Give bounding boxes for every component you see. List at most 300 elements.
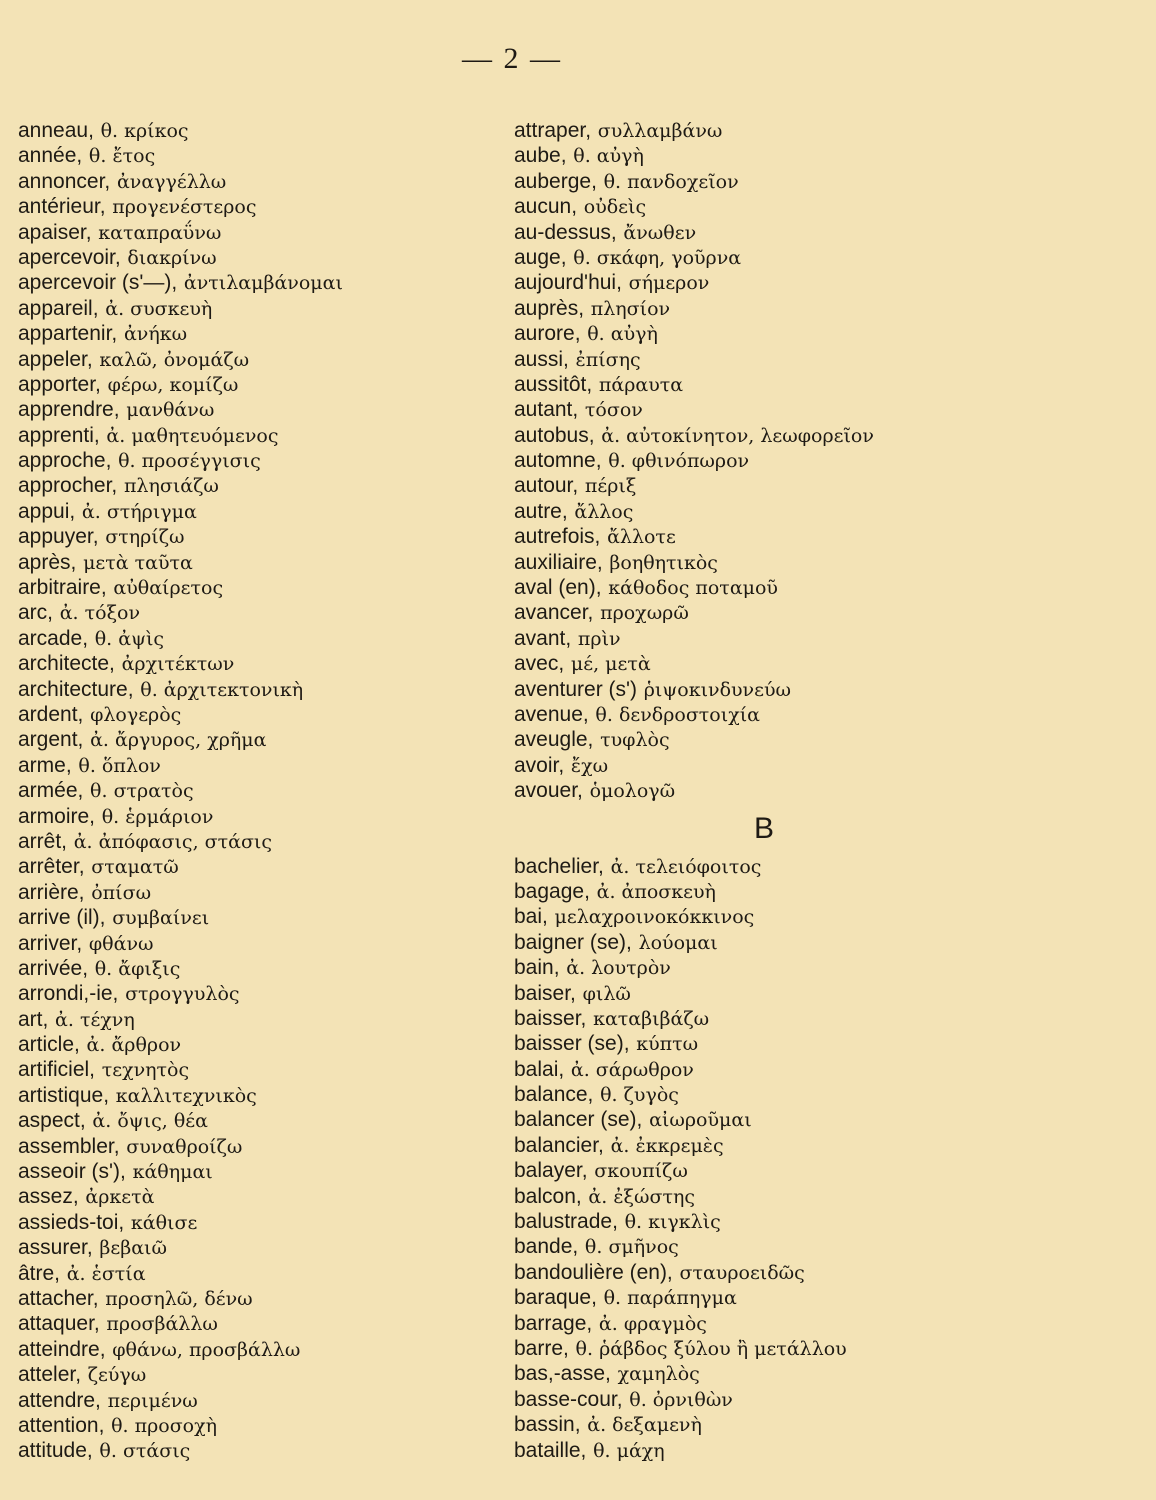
entry-gloss: συμβαίνει [112, 907, 210, 930]
entry-gloss: τυφλὸς [600, 729, 670, 752]
entry-gloss: ἀ. φραγμὸς [598, 1312, 707, 1335]
entry-headword: auxiliaire, [514, 550, 603, 574]
dictionary-entry [18, 1159, 538, 1184]
entry-gloss: φέρω, κομίζω [107, 373, 239, 396]
dictionary-entry [514, 550, 1074, 575]
dictionary-entry [514, 955, 1074, 980]
entry-headword: aube, [514, 144, 567, 168]
entry-gloss: ἀ. ὄψις, θέα [92, 1110, 208, 1133]
entry-gloss: αἰωροῦμαι [649, 1109, 752, 1132]
dictionary-entry [514, 1387, 1074, 1412]
dictionary-entry [514, 1107, 1074, 1132]
dictionary-entry [18, 397, 538, 422]
dictionary-entry [514, 423, 1074, 448]
entry-gloss: θ. αὐγὴ [587, 323, 658, 346]
entry-headword: architecte, [18, 652, 115, 676]
entry-headword: arrière, [18, 880, 85, 904]
right-column [514, 118, 1074, 1463]
dictionary-entry [18, 829, 538, 854]
dictionary-entry [18, 372, 538, 397]
entry-headword: avancer, [514, 601, 594, 625]
entry-headword: approche, [18, 449, 112, 473]
entry-headword: approcher, [18, 474, 118, 498]
entry-gloss: θ. μάχη [593, 1439, 665, 1462]
dictionary-entry [514, 448, 1074, 473]
entry-gloss: κύπτω [636, 1033, 699, 1056]
entry-headword: bataille, [514, 1438, 587, 1462]
entry-headword: auge, [514, 245, 567, 269]
entry-gloss: συναθροίζω [126, 1135, 243, 1158]
dictionary-entry [18, 1286, 538, 1311]
entry-gloss: ζεύγω [87, 1364, 147, 1387]
entry-headword: aujourd'hui, [514, 271, 622, 295]
dictionary-entry [514, 904, 1074, 929]
entry-gloss: προγενέστερος [112, 196, 257, 219]
dictionary-entry [18, 169, 538, 194]
dictionary-entry [18, 524, 538, 549]
entry-gloss: πάραυτα [598, 373, 684, 396]
entry-headword: annoncer, [18, 169, 111, 193]
dictionary-entry [514, 702, 1074, 727]
entry-headword: appuyer, [18, 525, 99, 549]
entry-gloss: ἀ. λουτρὸν [566, 957, 671, 980]
entry-headword: ardent, [18, 702, 84, 726]
dictionary-entry [18, 956, 538, 981]
entry-gloss: ἀναγγέλλω [116, 170, 227, 193]
dictionary-entry [514, 1158, 1074, 1183]
entry-gloss: ἀ. συσκευὴ [105, 297, 213, 320]
entry-headword: attendre, [18, 1388, 101, 1412]
entry-gloss: σήμερον [628, 272, 710, 295]
entry-gloss: ἄνωθεν [623, 221, 697, 244]
entry-headword: arrêter, [18, 855, 85, 879]
entry-headword: auprès, [514, 296, 585, 320]
entry-gloss: ἀρχιτέκτων [121, 653, 235, 676]
entry-headword: aurore, [514, 322, 581, 346]
dictionary-entry [18, 651, 538, 676]
dictionary-entry [18, 270, 538, 295]
entry-headword: bai, [514, 905, 548, 929]
dictionary-entry [18, 1413, 538, 1438]
entry-gloss: διακρίνω [127, 246, 217, 269]
entry-gloss: ἄλλος [574, 500, 634, 523]
dictionary-entry [18, 1235, 538, 1260]
dictionary-entry [18, 1388, 538, 1413]
entry-gloss: ἀ. αὐτοκίνητον, λεωφορεῖον [601, 424, 874, 447]
entry-headword: armoire, [18, 804, 96, 828]
dictionary-entry [18, 1337, 538, 1362]
entry-headword: aucun, [514, 195, 578, 219]
entry-gloss: ἐπίσης [575, 348, 641, 371]
dictionary-entry [18, 854, 538, 879]
dictionary-entry [514, 651, 1074, 676]
dictionary-entry [514, 1133, 1074, 1158]
entry-headword: aveugle, [514, 728, 594, 752]
dictionary-entry [18, 1007, 538, 1032]
entry-gloss: αὐθαίρετος [113, 577, 224, 600]
entry-gloss: κάθημαι [132, 1161, 213, 1184]
dictionary-entry [18, 1083, 538, 1108]
entry-gloss: καταπραΰνω [98, 221, 222, 244]
dictionary-entry [514, 499, 1074, 524]
dictionary-entry [514, 347, 1074, 372]
entry-headword: arbitraire, [18, 576, 107, 600]
entry-headword: anneau, [18, 119, 94, 142]
entry-gloss: ἀ. τελειόφοιτος [610, 855, 762, 878]
dictionary-entry [514, 575, 1074, 600]
dictionary-entry [18, 600, 538, 625]
entry-gloss: θ. κρίκος [100, 120, 189, 142]
right-column-a-entries [514, 118, 1074, 804]
entry-headword: autant, [514, 398, 579, 422]
dictionary-entry [18, 981, 538, 1006]
entry-headword: bain, [514, 956, 560, 980]
entry-headword: apprendre, [18, 398, 120, 422]
entry-gloss: ἀ. ἀποσκευὴ [596, 880, 716, 903]
entry-gloss: ἀντιλαμβάνομαι [183, 272, 343, 295]
dictionary-entry [18, 1210, 538, 1235]
dictionary-entry [18, 347, 538, 372]
entry-headword: apprenti, [18, 423, 100, 447]
entry-headword: baraque, [514, 1286, 597, 1310]
entry-headword: atteindre, [18, 1337, 106, 1361]
dictionary-entry [18, 575, 538, 600]
dictionary-entry [514, 270, 1074, 295]
entry-gloss: θ. προσοχὴ [111, 1414, 218, 1437]
entry-headword: appareil, [18, 296, 99, 320]
entry-gloss: ἀ. μαθητευόμενος [106, 424, 279, 447]
dictionary-entry [514, 524, 1074, 549]
entry-gloss: θ. στρατὸς [90, 780, 194, 803]
dictionary-entry [18, 727, 538, 752]
entry-gloss: θ. δενδροστοιχία [595, 703, 760, 726]
entry-gloss: ἄλλοτε [607, 526, 676, 549]
dictionary-entry [514, 1031, 1074, 1056]
entry-headword: balai, [514, 1057, 565, 1081]
entry-headword: arrive (il), [18, 906, 106, 930]
dictionary-entry [514, 1209, 1074, 1234]
dictionary-entry [18, 1184, 538, 1209]
dictionary-entry [18, 880, 538, 905]
entry-headword: appartenir, [18, 322, 118, 346]
dictionary-entry [18, 321, 538, 346]
entry-gloss: τεχνητὸς [101, 1059, 190, 1082]
dictionary-entry [514, 1082, 1074, 1107]
entry-headword: assez, [18, 1185, 79, 1209]
entry-gloss: θ. σμῆνος [584, 1236, 679, 1259]
entry-headword: assurer, [18, 1236, 93, 1260]
entry-headword: armée, [18, 779, 84, 803]
dictionary-entry [514, 372, 1074, 397]
entry-gloss: θ. ἄφιξις [94, 957, 181, 980]
entry-gloss: ἀ. ἑστία [66, 1262, 146, 1285]
entry-headword: balayer, [514, 1159, 588, 1183]
entry-headword: année, [18, 144, 83, 168]
entry-headword: arrondi,-ie, [18, 982, 119, 1006]
entry-gloss: τόσον [584, 399, 643, 422]
dictionary-entry [18, 245, 538, 270]
entry-gloss: ἀ. ἄργυρος, χρῆμα [90, 729, 267, 752]
entry-headword: barre, [514, 1336, 569, 1360]
entry-headword: balcon, [514, 1184, 582, 1208]
entry-gloss: βεβαιῶ [99, 1237, 167, 1260]
dictionary-entry [514, 1184, 1074, 1209]
dictionary-entry [18, 1108, 538, 1133]
entry-headword: arme, [18, 753, 72, 777]
dictionary-entry [514, 245, 1074, 270]
dictionary-entry [18, 626, 538, 651]
left-column [18, 118, 538, 1464]
dictionary-entry [514, 296, 1074, 321]
entry-headword: asseoir (s'), [18, 1160, 126, 1184]
entry-headword: bandoulière (en), [514, 1260, 673, 1284]
entry-gloss: σταυροειδῶς [679, 1261, 805, 1284]
entry-headword: baiser, [514, 981, 576, 1005]
entry-gloss: θ. προσέγγισις [118, 450, 261, 473]
entry-headword: appeler, [18, 347, 93, 371]
entry-gloss: στηρίζω [105, 526, 185, 549]
entry-headword: assembler, [18, 1134, 120, 1158]
entry-headword: atteler, [18, 1363, 82, 1387]
entry-headword: attraper, [514, 119, 592, 142]
entry-gloss: θ. στάσις [99, 1440, 191, 1463]
dictionary-entry [18, 499, 538, 524]
entry-headword: assieds-toi, [18, 1210, 125, 1234]
entry-headword: avant, [514, 626, 572, 650]
entry-gloss: λούομαι [638, 931, 718, 954]
entry-gloss: πλησιάζω [123, 475, 219, 498]
dictionary-entry [514, 118, 1074, 143]
entry-gloss: πρὶν [577, 627, 621, 650]
dictionary-entry [514, 981, 1074, 1006]
entry-gloss: καλλιτεχνικὸς [115, 1084, 257, 1107]
entry-headword: après, [18, 550, 77, 574]
dictionary-entry [514, 879, 1074, 904]
dictionary-entry [18, 143, 538, 168]
dictionary-entry [18, 118, 538, 143]
entry-gloss: ἀρκετὰ [85, 1186, 155, 1209]
entry-gloss: ἀ. δεξαμενὴ [587, 1414, 702, 1437]
dictionary-entry [514, 1438, 1074, 1463]
entry-headword: autour, [514, 474, 579, 498]
dictionary-entry [18, 677, 538, 702]
entry-gloss: καλῶ, ὀνομάζω [99, 348, 250, 371]
dictionary-entry [18, 1261, 538, 1286]
entry-gloss: σταματῶ [91, 856, 179, 879]
entry-headword: apercevoir (s'—), [18, 271, 178, 295]
entry-headword: arriver, [18, 931, 83, 955]
dictionary-entry [514, 143, 1074, 168]
entry-headword: antérieur, [18, 195, 106, 219]
entry-gloss: πλησίον [590, 297, 671, 320]
dictionary-entry [18, 448, 538, 473]
entry-gloss: θ. ζυγὸς [600, 1084, 679, 1107]
dictionary-entry [18, 702, 538, 727]
entry-gloss: θ. ῥάβδος ξύλου ἢ μετάλλου [575, 1337, 847, 1360]
dictionary-entry [18, 1134, 538, 1159]
entry-headword: âtre, [18, 1261, 61, 1285]
dictionary-entry [514, 854, 1074, 879]
entry-headword: auberge, [514, 169, 597, 193]
dictionary-entry [514, 194, 1074, 219]
dictionary-entry [18, 753, 538, 778]
entry-gloss: θ. ἀψὶς [94, 627, 165, 650]
entry-headword: argent, [18, 728, 84, 752]
dictionary-entry [514, 930, 1074, 955]
entry-gloss: θ. αὐγὴ [573, 145, 644, 168]
dictionary-entry [18, 931, 538, 956]
entry-gloss: προσβάλλω [106, 1313, 218, 1336]
entry-headword: aussi, [514, 347, 569, 371]
dictionary-entry [514, 1361, 1074, 1386]
entry-gloss: μέ, μετὰ [570, 653, 651, 676]
entry-gloss: φθάνω, προσβάλλω [112, 1338, 301, 1361]
entry-headword: baigner (se), [514, 930, 632, 954]
entry-headword: autrefois, [514, 525, 601, 549]
dictionary-entry [514, 321, 1074, 346]
entry-headword: au-dessus, [514, 220, 617, 244]
entry-headword: attaquer, [18, 1312, 100, 1336]
entry-gloss: οὐδεὶς [583, 196, 647, 219]
entry-headword: balance, [514, 1083, 594, 1107]
entry-gloss: θ. σκάφη, γοῦρνα [573, 246, 742, 269]
entry-gloss: ἀ. ἐξώστης [588, 1185, 695, 1208]
entry-headword: artistique, [18, 1083, 110, 1107]
entry-headword: basse-cour, [514, 1387, 623, 1411]
dictionary-entry [18, 220, 538, 245]
entry-headword: attacher, [18, 1286, 99, 1310]
dictionary-entry [18, 194, 538, 219]
dictionary-entry [18, 778, 538, 803]
entry-headword: baisser (se), [514, 1032, 630, 1056]
entry-gloss: ἀ. στήριγμα [81, 500, 197, 523]
entry-headword: balancer (se), [514, 1108, 643, 1132]
dictionary-entry [514, 397, 1074, 422]
entry-headword: balancier, [514, 1133, 604, 1157]
entry-gloss: φλογερὸς [90, 703, 182, 726]
dictionary-entry [514, 1260, 1074, 1285]
entry-gloss: φθάνω [88, 932, 154, 955]
entry-headword: avenue, [514, 702, 589, 726]
dictionary-entry [514, 626, 1074, 651]
entry-gloss: πέριξ [584, 475, 637, 498]
dictionary-entry [514, 600, 1074, 625]
dictionary-entry [18, 804, 538, 829]
entry-headword: aspect, [18, 1109, 86, 1133]
entry-headword: arcade, [18, 626, 89, 650]
dictionary-entry [18, 296, 538, 321]
entry-headword: aval (en), [514, 576, 602, 600]
entry-gloss: στρογγυλὸς [125, 983, 240, 1006]
dictionary-entry [514, 220, 1074, 245]
entry-headword: aussitôt, [514, 372, 593, 396]
entry-gloss: θ. πανδοχεῖον [603, 170, 739, 193]
entry-headword: autre, [514, 499, 568, 523]
dictionary-entry [514, 1006, 1074, 1031]
page-number: — 2 — [462, 42, 562, 75]
dictionary-entry [514, 1412, 1074, 1437]
entry-gloss: θ. παράπηγμα [603, 1287, 737, 1310]
entry-gloss: ἀ. ἄρθρον [86, 1034, 182, 1057]
dictionary-entry [18, 1438, 538, 1463]
entry-gloss: σκουπίζω [594, 1160, 688, 1183]
entry-gloss: ἀ. ἀπόφασις, στάσις [73, 830, 273, 853]
section-letter: B [753, 811, 774, 845]
entry-headword: autobus, [514, 423, 595, 447]
entry-headword: apporter, [18, 372, 101, 396]
entry-headword: apercevoir, [18, 245, 121, 269]
entry-gloss: ὀπίσω [91, 881, 152, 904]
dictionary-entry [514, 677, 1074, 702]
entry-headword: apaiser, [18, 220, 92, 244]
entry-headword: avouer, [514, 779, 583, 803]
entry-headword: bagage, [514, 879, 590, 903]
dictionary-entry [18, 1057, 538, 1082]
entry-headword: article, [18, 1033, 80, 1057]
entry-headword: baisser, [514, 1006, 587, 1030]
entry-headword: appui, [18, 499, 76, 523]
entry-headword: arrivée, [18, 956, 89, 980]
dictionary-entry [18, 1311, 538, 1336]
entry-headword: arrêt, [18, 829, 68, 853]
entry-gloss: θ. ἔτος [88, 145, 156, 168]
entry-headword: bande, [514, 1235, 579, 1259]
entry-gloss: μελαχροινοκόκκινος [554, 906, 755, 929]
entry-headword: art, [18, 1007, 49, 1031]
entry-headword: arc, [18, 601, 54, 625]
entry-gloss: θ. ὀρνιθὼν [629, 1388, 733, 1411]
entry-gloss: θ. ἑρμάριον [101, 805, 214, 828]
dictionary-entry [18, 473, 538, 498]
entry-gloss: ἀνήκω [123, 323, 188, 346]
entry-gloss: θ. ἀρχιτεκτονικὴ [140, 678, 304, 701]
dictionary-entry [18, 1032, 538, 1057]
dictionary-entry [514, 1311, 1074, 1336]
entry-headword: attitude, [18, 1439, 93, 1463]
entry-headword: avec, [514, 652, 565, 676]
dictionary-entry [18, 423, 538, 448]
entry-gloss: προχωρῶ [600, 602, 689, 625]
dictionary-entry [18, 905, 538, 930]
entry-gloss: περιμένω [107, 1389, 198, 1412]
dictionary-entry [514, 473, 1074, 498]
dictionary-entry [514, 1057, 1074, 1082]
entry-gloss: συλλαμβάνω [597, 120, 723, 142]
entry-headword: barrage, [514, 1311, 593, 1335]
dictionary-entry [514, 1285, 1074, 1310]
entry-gloss: κάθοδος ποταμοῦ [608, 577, 778, 600]
entry-gloss: θ. κιγκλὶς [624, 1211, 721, 1234]
entry-headword: architecture, [18, 677, 134, 701]
dictionary-entry [514, 1234, 1074, 1259]
entry-headword: balustrade, [514, 1210, 618, 1234]
dictionary-entry [514, 169, 1074, 194]
right-column-b-entries [514, 854, 1074, 1463]
entry-gloss: μανθάνω [126, 399, 215, 422]
dictionary-entry [18, 1362, 538, 1387]
entry-gloss: ὁμολογῶ [589, 780, 676, 803]
entry-headword: aventurer (s') [514, 677, 638, 701]
entry-gloss: κάθισε [130, 1211, 198, 1234]
entry-gloss: βοηθητικὸς [609, 551, 718, 574]
entry-gloss: θ. φθινόπωρον [608, 450, 750, 473]
entry-headword: artificiel, [18, 1058, 96, 1082]
entry-gloss: ἀ. σάρωθρον [570, 1058, 694, 1081]
entry-gloss: ἀ. ἐκκρεμὲς [610, 1134, 724, 1157]
entry-gloss: προσηλῶ, δένω [105, 1287, 253, 1310]
dictionary-entry [514, 778, 1074, 803]
entry-gloss: ἀ. τέχνη [55, 1008, 135, 1031]
